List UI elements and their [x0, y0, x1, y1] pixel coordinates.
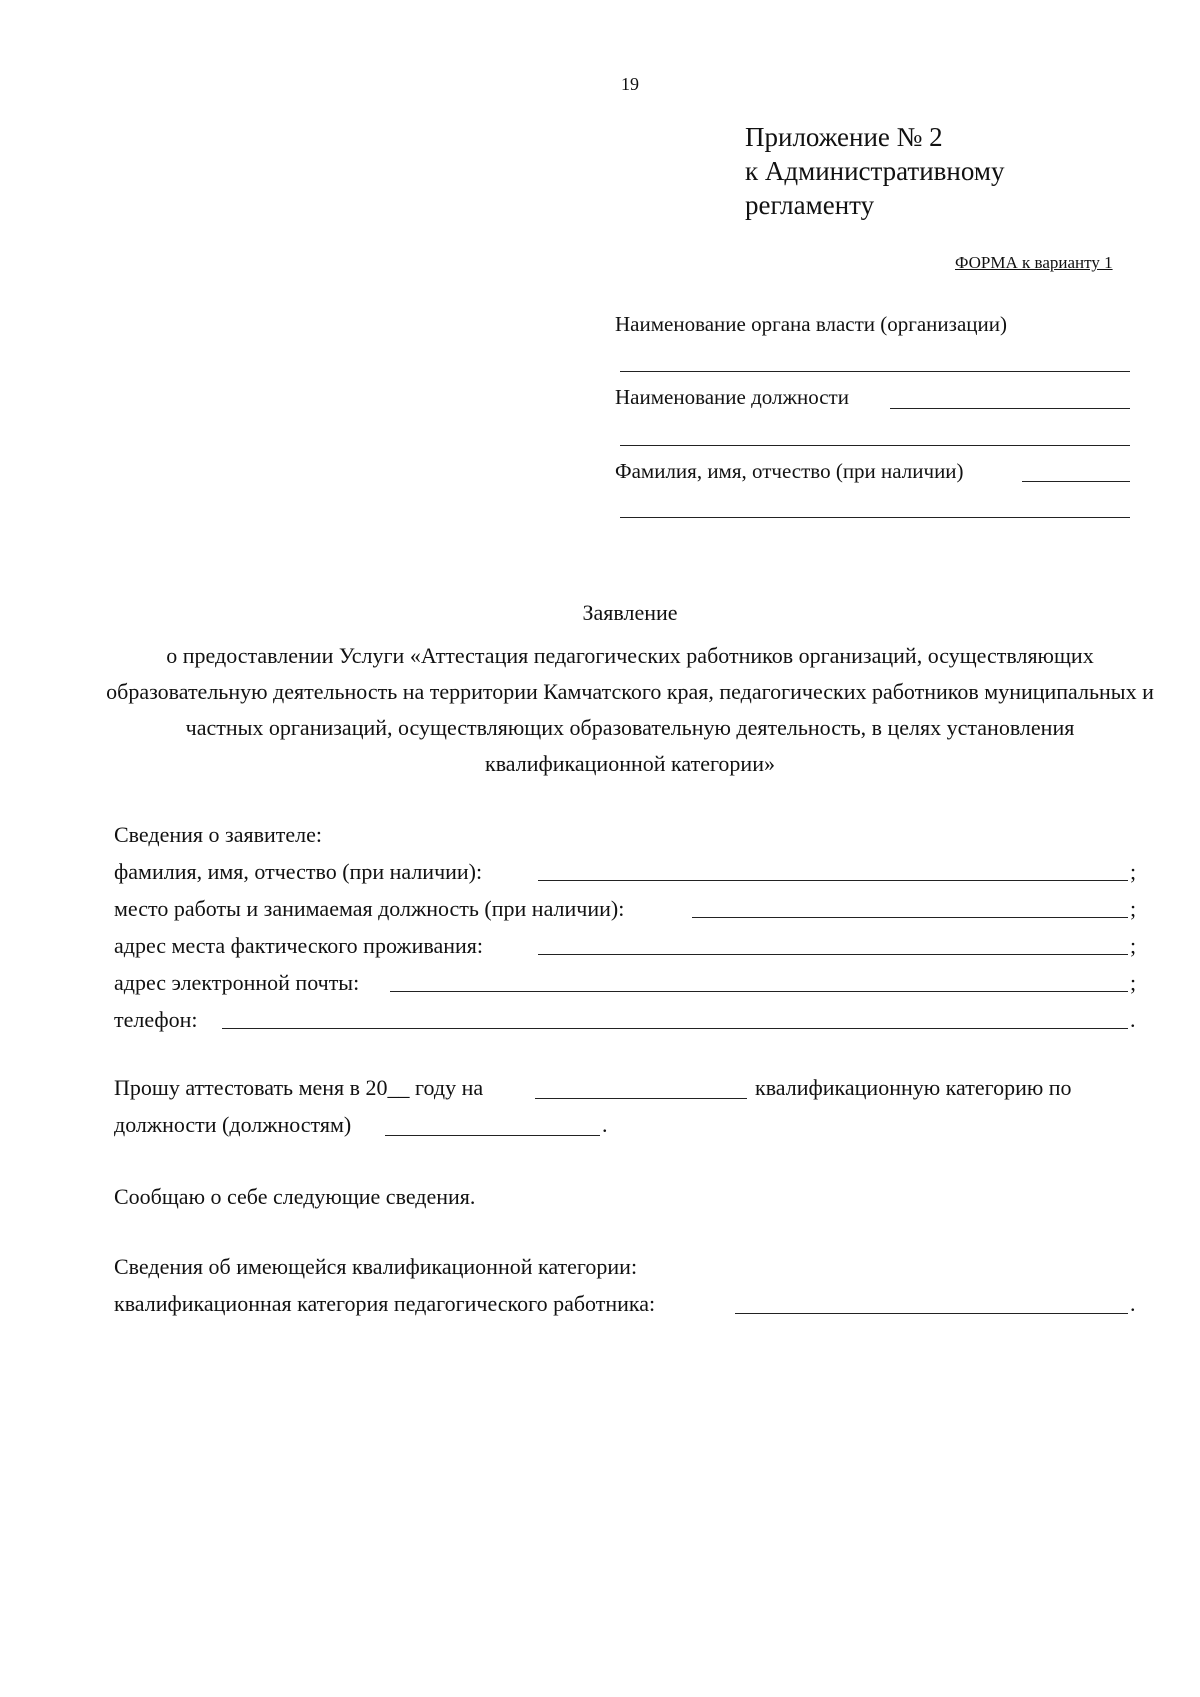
recipient-position-field-2[interactable]: [620, 445, 1130, 446]
applicant-phone-field[interactable]: [222, 1028, 1128, 1029]
applicant-work-field[interactable]: [692, 917, 1128, 918]
applicant-address-semicolon: ;: [1130, 933, 1137, 958]
applicant-fio-field[interactable]: [538, 880, 1128, 881]
request-period: .: [602, 1112, 608, 1137]
recipient-position-field[interactable]: [890, 408, 1130, 409]
page-number: 19: [621, 74, 639, 94]
applicant-fio-label: фамилия, имя, отчество (при наличии):: [114, 859, 483, 884]
qualification-category-label: квалификационная категория педагогического работника:: [114, 1291, 656, 1316]
appendix-line-2: к Административному: [745, 156, 1005, 186]
self-info-text: Сообщаю о себе следующие сведения.: [114, 1184, 476, 1209]
recipient-organ-field[interactable]: [620, 371, 1130, 372]
recipient-fio-field[interactable]: [1022, 481, 1130, 482]
statement-subject: о предоставлении Услуги «Аттестация педагогических работников организаций, осуществляющих образовательную деятельность на территории Камчатского края, педагогических работников муниципальных и частных организаций, осуществляющих образовательную деятельность, в целях установления квалификационной категории»: [106, 643, 1154, 776]
qualification-period: .: [1130, 1291, 1136, 1316]
recipient-fio-label: Фамилия, имя, отчество (при наличии): [615, 459, 964, 483]
applicant-email-semicolon: ;: [1130, 970, 1137, 995]
applicant-email-label: адрес электронной почты:: [114, 970, 360, 995]
applicant-phone-period: .: [1130, 1007, 1136, 1032]
applicant-address-field[interactable]: [538, 954, 1128, 955]
statement-title: Заявление: [582, 600, 678, 625]
applicant-phone-label: телефон:: [114, 1007, 198, 1032]
appendix-line-3: регламенту: [745, 190, 875, 220]
applicant-address-label: адрес места фактического проживания:: [114, 933, 484, 958]
appendix-line-1: Приложение № 2: [745, 122, 943, 152]
request-text-2: квалификационную категорию по: [755, 1075, 1072, 1100]
applicant-fio-semicolon: ;: [1130, 859, 1137, 884]
applicant-work-semicolon: ;: [1130, 896, 1137, 921]
recipient-position-label: Наименование должности: [615, 385, 849, 409]
request-text-3: должности (должностям): [114, 1112, 352, 1137]
recipient-fio-field-2[interactable]: [620, 517, 1130, 518]
qualification-heading: Сведения об имеющейся квалификационной категории:: [114, 1254, 638, 1279]
forma-label: ФОРМА к варианту 1: [955, 253, 1113, 272]
qualification-category-field[interactable]: [735, 1313, 1128, 1314]
request-category-field[interactable]: [535, 1098, 747, 1099]
applicant-heading: Сведения о заявителе:: [114, 822, 323, 847]
appendix-header: [745, 120, 1004, 222]
applicant-email-field[interactable]: [390, 991, 1128, 992]
request-text-1: Прошу аттестовать меня в 20__ году на: [114, 1075, 484, 1100]
applicant-work-label: место работы и занимаемая должность (при наличии):: [114, 896, 625, 921]
request-position-field[interactable]: [385, 1135, 600, 1136]
recipient-organ-label: Наименование органа власти (организации): [615, 312, 1007, 336]
